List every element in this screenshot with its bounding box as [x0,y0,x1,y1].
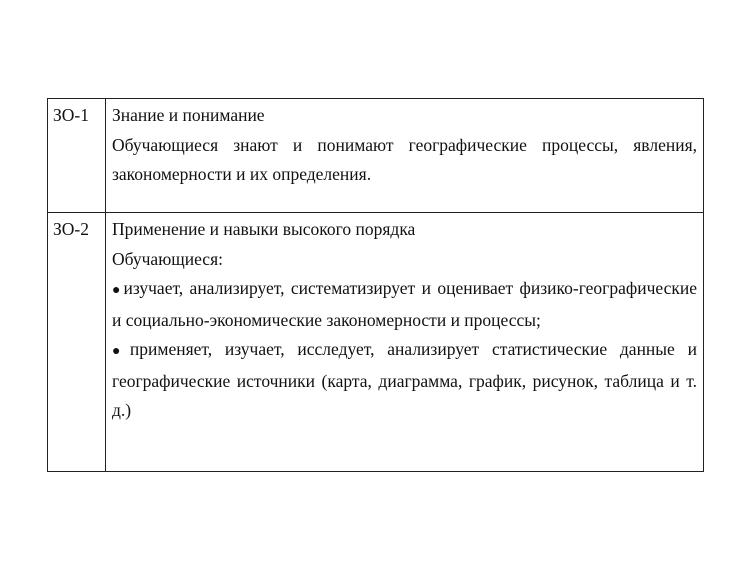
bullet-item [112,274,697,335]
bullet-icon: ● [112,283,123,298]
table-row [48,213,704,472]
outcome-intro: Обучающиеся: [112,248,223,269]
outcome-paragraph: Обучающиеся знают и понимают географические процессы, явления, закономерности и их определения. [112,134,697,184]
outcome-title: Знание и понимание [112,105,265,125]
outcome-description [106,99,704,213]
outcome-code: ЗО-2 [48,213,106,472]
bullet-text: изучает, анализирует, систематизирует и оценивает физико-географические и социально-экономические закономерности и процессы; [112,278,697,330]
bullet-text: применяет, изучает, исследует, анализирует статистические данные и географические источники (карта, диаграмма, график, рисунок, таблица и т. д.) [112,339,697,420]
bullet-icon: ● [112,344,129,359]
outcome-title: Применение и навыки высокого порядка [112,219,416,239]
outcomes-table [47,98,704,472]
bullet-item [112,335,697,426]
outcome-description [106,213,704,472]
table-row [48,99,704,213]
outcome-code: ЗО-1 [48,99,106,213]
